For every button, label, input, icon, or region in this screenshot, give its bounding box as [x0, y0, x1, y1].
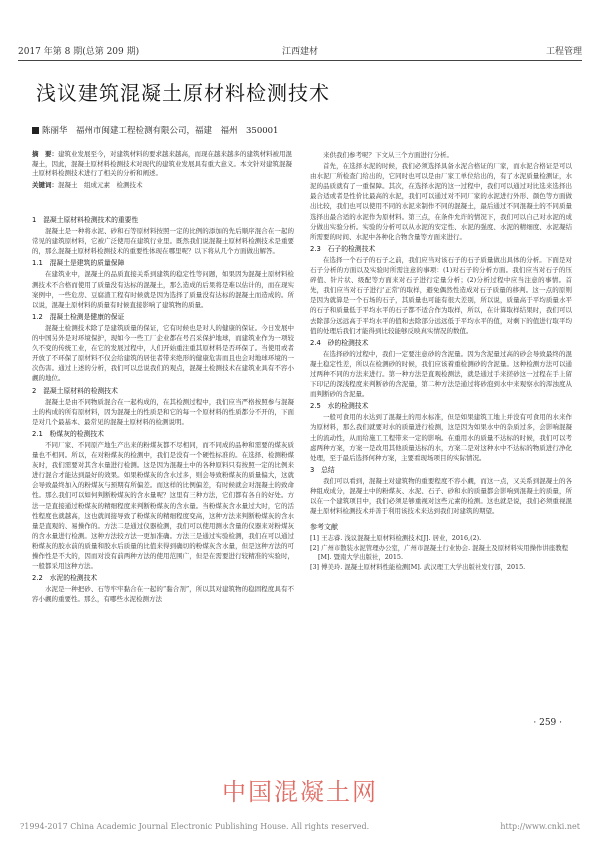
author-marker-icon [32, 127, 39, 134]
issue-info: 2017 年第 8 期(总第 209 期) [18, 47, 140, 57]
keywords [32, 181, 294, 191]
section-heading: 1.1 混凝土是建筑的质量保障 [32, 259, 125, 268]
body-paragraph: 首先，在选择水泥的时候，我们必须选择具备水泥合格证的厂家，而水泥合格证是可以由水泥厂所检查门给出的，它同时也可以是由厂家工单位给出的，有了水泥质量检测证，水泥的品质就有了一重保障。其次，在选择水泥的这一过程中，我们可以通过对比选来选择出最合适或者是性价比最高的水泥，我们可以通过对不同厂家的水泥进行外形、颜色等方面做出比较，我们也可以使用不同的水泥来制作不同的混凝土，最后通过不同混凝土的不同质量选择出最合适的水泥作为原材料。第三点，在条件允许的情况下，我们可以自己对水泥的成分做出实验分析。实验的分析可以从水泥的安定性、水泥的强度、水泥的精细度、水泥凝结所需要的时间、水泥中各种化合物含量等方面来进行。 [310, 162, 572, 241]
section-heading: 2.3 石子的检测技术 [310, 244, 376, 253]
section-heading: 1.2 混凝土检测是健康的保证 [32, 312, 125, 321]
body-paragraph: 一般可食用的水达到了混凝土的用水标准，但是如果建筑工地上并没有可食用的水来作为原材料，那么我们就要对水的质量进行检测，这是因为如果水中的杂质过多，会影响混凝土的流动性，从而给施工工程带来一定的影响。在重用水的质量不达标的时候，我们可以考虑两种方案，方案一是改用其他质量达标的水，方案二是对这种水中不达标的物质进行净化处理，至于最后选择何种方案，主要看现场项目的实际情况。 [310, 413, 572, 462]
keywords-text: 混凝土 组成元素 检测技术 [58, 180, 143, 189]
abstract-label: 摘 要： [32, 150, 58, 158]
abstract-text: 建筑业发展至今，对建筑材料的要求越来越高，而现在越来越多的建筑材料被用混凝土，因此，混凝土原材料检测技术对现代的建筑业发展具有重大意义。本文针对建筑混凝土原材料检测技术进行了相关的分析和阐述。 [32, 150, 292, 177]
body-paragraph: 混凝土检测技术除了是建筑质量的保证，它有时候也是对人的健康的保证。今日发展中的中国另外是对环境保护，现如今一些工厂企业都在号召采保护地球，而建筑业作为一项较久不变的传统工业，在它的发展过程中，人们开始重注重其原材料是否环保了。当使用或者开放了不环保了原材料不仅会给建筑的居住者带来绝形的健康危害而且也会对地球环境的一次伤害。通过上述的分析，我们可以总说我们的观点，混凝土检测技术在建筑业具有不容小觑的地位。 [32, 323, 294, 383]
body-paragraph: 混凝土是一种将水泥、砂和石等原材料按照一定的比例的添加的先后顺序混合在一起的常见的建筑原材料，它被广泛使用在建筑行业里。既然我们说混凝土原材料检测技术是重要的，那么混凝土原材料检测技术的重要性体现在哪里呢？以下将从几个方面做出解答。 [32, 227, 294, 256]
body-paragraph: 不同厂家、不同原产地生产出来的粉煤灰都不尽相同，而不同成的品种和需要的煤灰质量也不相同。所以，在对粉煤灰的检测中，我们是没有一个硬性标准的。在选择、检测粉煤灰时，我们需要对其含水量进行检测。这是因为混凝土中的各种原料只有按照一定的比例来进行混合才能达到最好的效果。如果粉煤灰的含水过多，则会导致粉煤灰的质量偏大，这就会导致最终加入的粉煤灰与预期有所偏差。而这样的比例偏差，有时候就会对混凝土的致命性。那么我们可以如何判断粉煤灰的含水量呢？这里有三种方法，它们都有各自的好处。方法一是直接通过粉煤灰的精细程度来判断粉煤灰的含水量。当粉煤灰含水量过大时，它的活性程度也就越高，这也就间接导致了粉煤灰的精细程度变高，这种方法来判断粉煤灰的含水量是直观的、易操作的。方法二是通过仪器检测，我们可以使用测水含量的仪器来对粉煤灰的含水量进行检测。这种方法较方法一更加准确。方法三是通过实验检测，我们在可以通过粉煤灰的胶水前的质量和胶水后质量的比值来得到确切的粉煤灰含水量，但是这种方法的可操作性是不大的，因而对没有前两种方法的使用范围广，但是在需要进行较精准的实验时，一般都采用这种方法。 [32, 440, 294, 571]
body-paragraph: 来供我们参考呢？下文从三个方面进行分析。 [323, 151, 453, 159]
author-text: 陈丽华 福州市闽建工程检测有限公司，福建 福州 350001 [42, 126, 279, 136]
section-heading: 2.2 水泥的检测技术 [32, 574, 98, 583]
left-column [32, 213, 294, 605]
references-list [310, 534, 572, 572]
abstract [32, 150, 294, 179]
section-heading: 2.4 砂的检测技术 [310, 338, 369, 347]
section-heading: 2 混凝土原材料的检测技术 [32, 386, 118, 395]
reference-item: [1] 王志睿. 浅议混凝土原材料检测技术[J]. 居业，2016,(2). [310, 534, 482, 543]
footer-url[interactable]: http://www.cnki.net [500, 822, 580, 831]
section-heading: 3 总结 [310, 465, 335, 474]
body-paragraph: 水泥是一种把砂、石等牢牢黏合在一起的“黏合剂”，所以其对建筑物的稳固程度具有不容小觑的重要性。那么，有哪些水泥检测方法 [32, 585, 294, 604]
journal-name: 江西建材 [281, 47, 318, 57]
running-header [18, 44, 582, 60]
header-rule [18, 60, 582, 61]
section-heading: 1 混凝土原材料检测技术的重要性 [32, 216, 139, 224]
section-name: 工程管理 [545, 47, 582, 57]
abstract-block [32, 150, 294, 190]
body-paragraph: 在选择一个石子的石子之前，我们应当对该石子的石子质量做出具体的分析。下面是对石子分析的方面以及实验时所需注意的事项：(1)对石子的分析方面。我们应当对石子的压碎值、针片状、级配等方面来对石子进行定量分析；(2)分析过程中应当注意的事情。首先，我们应当对石子进行'正常'的取样，避免偶然性造成对石子质量的移判。这一点的原则是因为就算是一个石场的石子，其质量也可能有很大差别，所以说，质量高于平均质量水平的石子和质量低于平均水平的石子都不适合作为取样，所以，在计算取样结果时，我们可以去除部分远远高于平均水平的值和去除部分远远低于平均水平的值，对剩下的值进行取平均值的处理后我们才能得到比较能够反映真实情况的数值。 [310, 255, 572, 335]
section-heading: 2.1 粉煤灰的检测技术 [32, 429, 104, 438]
article-title: 浅议建筑混凝土原材料检测技术 [36, 81, 330, 105]
body-paragraph: 在选择砂的过程中，我们一定要注意砂的含泥量。因为含泥量过高的砂会导致最终的混凝土稳定性差，所以在检测砂的时候，我们应该着重检测砂的含泥量。这种检测方法可以通过两种不同的方法来进行。第一种方法是直观检测法，就是通过手来搓砂这一过程在手上留下印记的深浅程度来判断砂的含泥量，第二种方法是通过将砂泡到水中来观察水的浑浊度从而判断砂的含泥量。 [310, 349, 572, 399]
keywords-label: 关键词： [32, 180, 58, 189]
page-number: · 259 · [533, 718, 562, 728]
right-column-body [310, 150, 572, 516]
reference-item: [2] 广州市散装水泥管理办公室，广州市混凝土行业协会. 混凝土及原材料实用操作讲座教程[M]. 暨南大学出版社，2015. [310, 543, 568, 562]
author-line [32, 124, 278, 136]
right-column [310, 150, 572, 572]
watermark-logo: 中国混凝土网 [222, 778, 378, 806]
body-paragraph: 我们可以看到，混凝土对建筑物的重要程度不容小觑，而这一点，又关系到混凝土的各种组成成分，混凝土中的粉煤灰、水泥、石子、砂和水的质量都会影响到混凝土的质量，所以在一个建筑项目中，我们必须足够重视对这些元素的检测。这也就是说，我们必须重视混凝土原材料检测技术并善于利用该技术来达到我们对建筑的期望。 [310, 476, 572, 516]
reference-item: [3] 傅美玲. 混凝土原材料性能检测[M]. 武汉理工大学出版社发行部，2015. [310, 562, 526, 571]
copyright-notice: ?1994-2017 China Academic Journal Electronic Publishing House. All rights reserved. [20, 822, 370, 831]
body-paragraph: 混凝土是由不同物质混合在一起构成的，在其检测过程中，我们应当严格按照参与混凝土的构成的所有原材料，因为混凝土的性质是和它的每一个原材料的性质都分不开的，下面是对几个最基本、最常见的混凝土原材料的检测说明。 [32, 397, 294, 426]
body-paragraph: 在建筑业中，混凝土的品质直接关系到建筑的稳定性等问题，如果因为混凝土原材料检测技术不合格而使用了质量没有达标的混凝土，那么造成的后果将是难以估计的，而在现实案例中，一些危房、豆腐渣工程有时候就是因为选择了质量没有达标的混凝土而造成的。所以说，混凝土原材料的质量有时候直接影响了建筑物的质量。 [32, 270, 294, 309]
section-heading: 2.5 水的检测技术 [310, 402, 369, 411]
references-title: 参考文献 [310, 523, 338, 532]
